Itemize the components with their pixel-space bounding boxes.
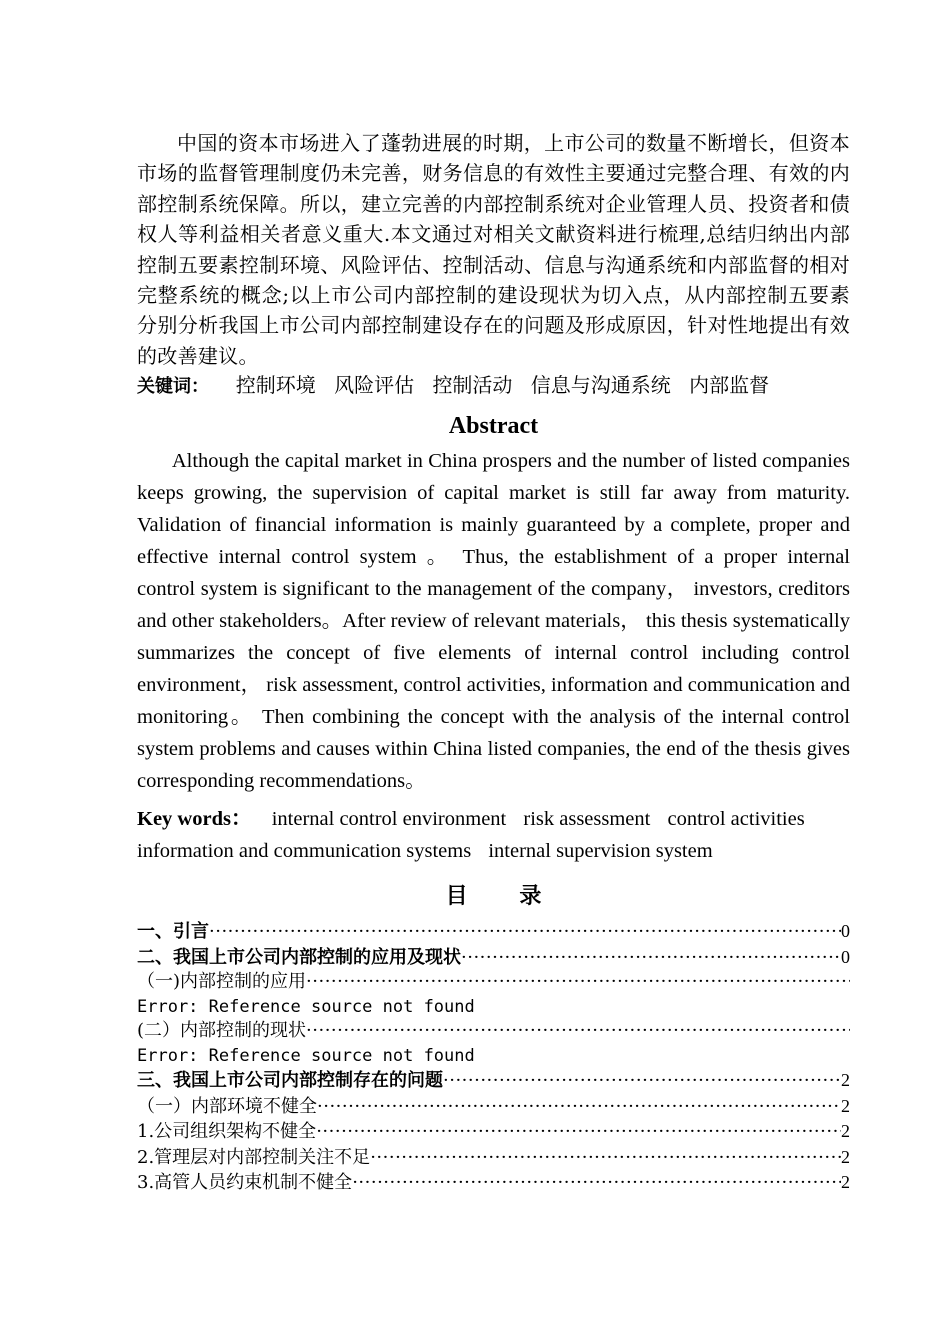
toc-entry-page-error: Error: Reference source not found: [137, 1045, 475, 1066]
chinese-keywords-label: 关键词：: [137, 376, 209, 398]
table-of-contents: [137, 919, 850, 1196]
chinese-abstract-paragraph: 中国的资本市场进入了蓬勃进展的时期，上市公司的数量不断增长，但资本市场的监督管理制度仍未完善，财务信息的有效性主要通过完整合理、有效的内部控制系统保障。所以，建立完善的内部控制系统对企业管理人员、投资者和债权人等利益相关者意义重大.本文通过对相关文献资料进行梳理,总结归纳出内部控制五要素控制环境、风险评估、控制活动、信息与沟通系统和内部监督的相对完整系统的概念;以上市公司内部控制的建设现状为切入点，从内部控制五要素分别分析我国上市公司内部控制建设存在的问题及形成原因，针对性地提出有效的改善建议。: [137, 131, 850, 368]
toc-leader: [209, 920, 841, 945]
english-keyword: internal control environment: [271, 808, 507, 831]
toc-leader: [461, 946, 841, 971]
toc-entry[interactable]: [137, 1119, 850, 1145]
toc-entry-title: 三、我国上市公司内部控制存在的问题: [137, 1070, 443, 1092]
english-keyword: information and communication systems: [137, 840, 472, 863]
toc-entry-page-error: Error: Reference source not found: [137, 996, 475, 1017]
toc-entry-title: 一、引言: [137, 921, 209, 943]
english-keyword: internal supervision system: [488, 840, 713, 863]
toc-heading: 目 录: [445, 883, 564, 910]
toc-entry[interactable]: [137, 1170, 850, 1196]
toc-leader: [306, 1019, 850, 1044]
toc-entry-title: (二）内部控制的现状: [137, 1020, 307, 1042]
toc-leader: [316, 1120, 841, 1145]
toc-entry-page: 2: [841, 1172, 850, 1193]
toc-entry[interactable]: [137, 1019, 850, 1044]
chinese-keyword: 风险评估: [334, 373, 415, 398]
chinese-keyword: 控制活动: [432, 373, 513, 398]
toc-leader: [317, 1095, 841, 1120]
toc-entry-page: 2: [841, 1095, 850, 1116]
toc-entry[interactable]: [137, 1094, 850, 1120]
toc-entry[interactable]: [137, 919, 850, 945]
toc-entry-title: 1.公司组织架构不健全: [137, 1121, 317, 1143]
chinese-keyword: 控制环境: [235, 373, 316, 398]
toc-entry[interactable]: [137, 1068, 850, 1094]
toc-entry-title: 2.管理层对内部控制关注不足: [137, 1146, 371, 1168]
toc-entry[interactable]: [137, 970, 850, 995]
toc-leader: [443, 1069, 841, 1094]
english-abstract-paragraph: Although the capital market in China prospers and the number of listed companies keeps growing, the supervision of capital market is still far away from maturity. Validation of financial information is mainly guaranteed by a complete, proper and effective internal control system 。 Thus, the establishment of a proper internal control system is significant to the management of the company， investors, creditors and other stakeholders。After review of relevant materials， this thesis systematically summarizes the concept of five elements of internal control including control environment， risk assessment, control activities, information and communication and monitoring。 Then combining the concept with the analysis of the internal control system problems and causes within China listed companies, the end of the thesis gives corresponding recommendations。: [137, 450, 850, 793]
toc-entry[interactable]: [137, 945, 850, 971]
toc-entry-title: （一)内部控制的应用: [137, 971, 307, 993]
toc-entry-page: 2: [841, 1070, 850, 1091]
toc-leader: [306, 970, 850, 995]
chinese-keyword: 内部监督: [689, 373, 770, 398]
toc-entry-title: （一）内部环境不健全: [137, 1095, 317, 1117]
english-keyword: risk assessment: [523, 808, 651, 831]
english-keywords: [137, 803, 850, 867]
toc-leader: [370, 1146, 841, 1171]
chinese-keywords: [137, 371, 850, 401]
abstract-heading: Abstract: [448, 413, 539, 440]
toc-entry-page: 2: [841, 1146, 850, 1167]
toc-entry-page: 0: [841, 921, 850, 942]
document-page: [137, 128, 850, 1196]
english-keywords-label: Key words：: [137, 808, 252, 831]
chinese-keyword: 信息与沟通系统: [530, 373, 671, 398]
toc-entry-page: 2: [841, 1121, 850, 1142]
toc-leader: [352, 1171, 841, 1196]
toc-entry-title: 二、我国上市公司内部控制的应用及现状: [137, 946, 461, 968]
toc-entry[interactable]: [137, 1145, 850, 1171]
toc-entry-title: 3.高管人员约束机制不健全: [137, 1172, 353, 1194]
toc-entry-page: 0: [841, 946, 850, 967]
english-keyword: control activities: [667, 808, 805, 831]
